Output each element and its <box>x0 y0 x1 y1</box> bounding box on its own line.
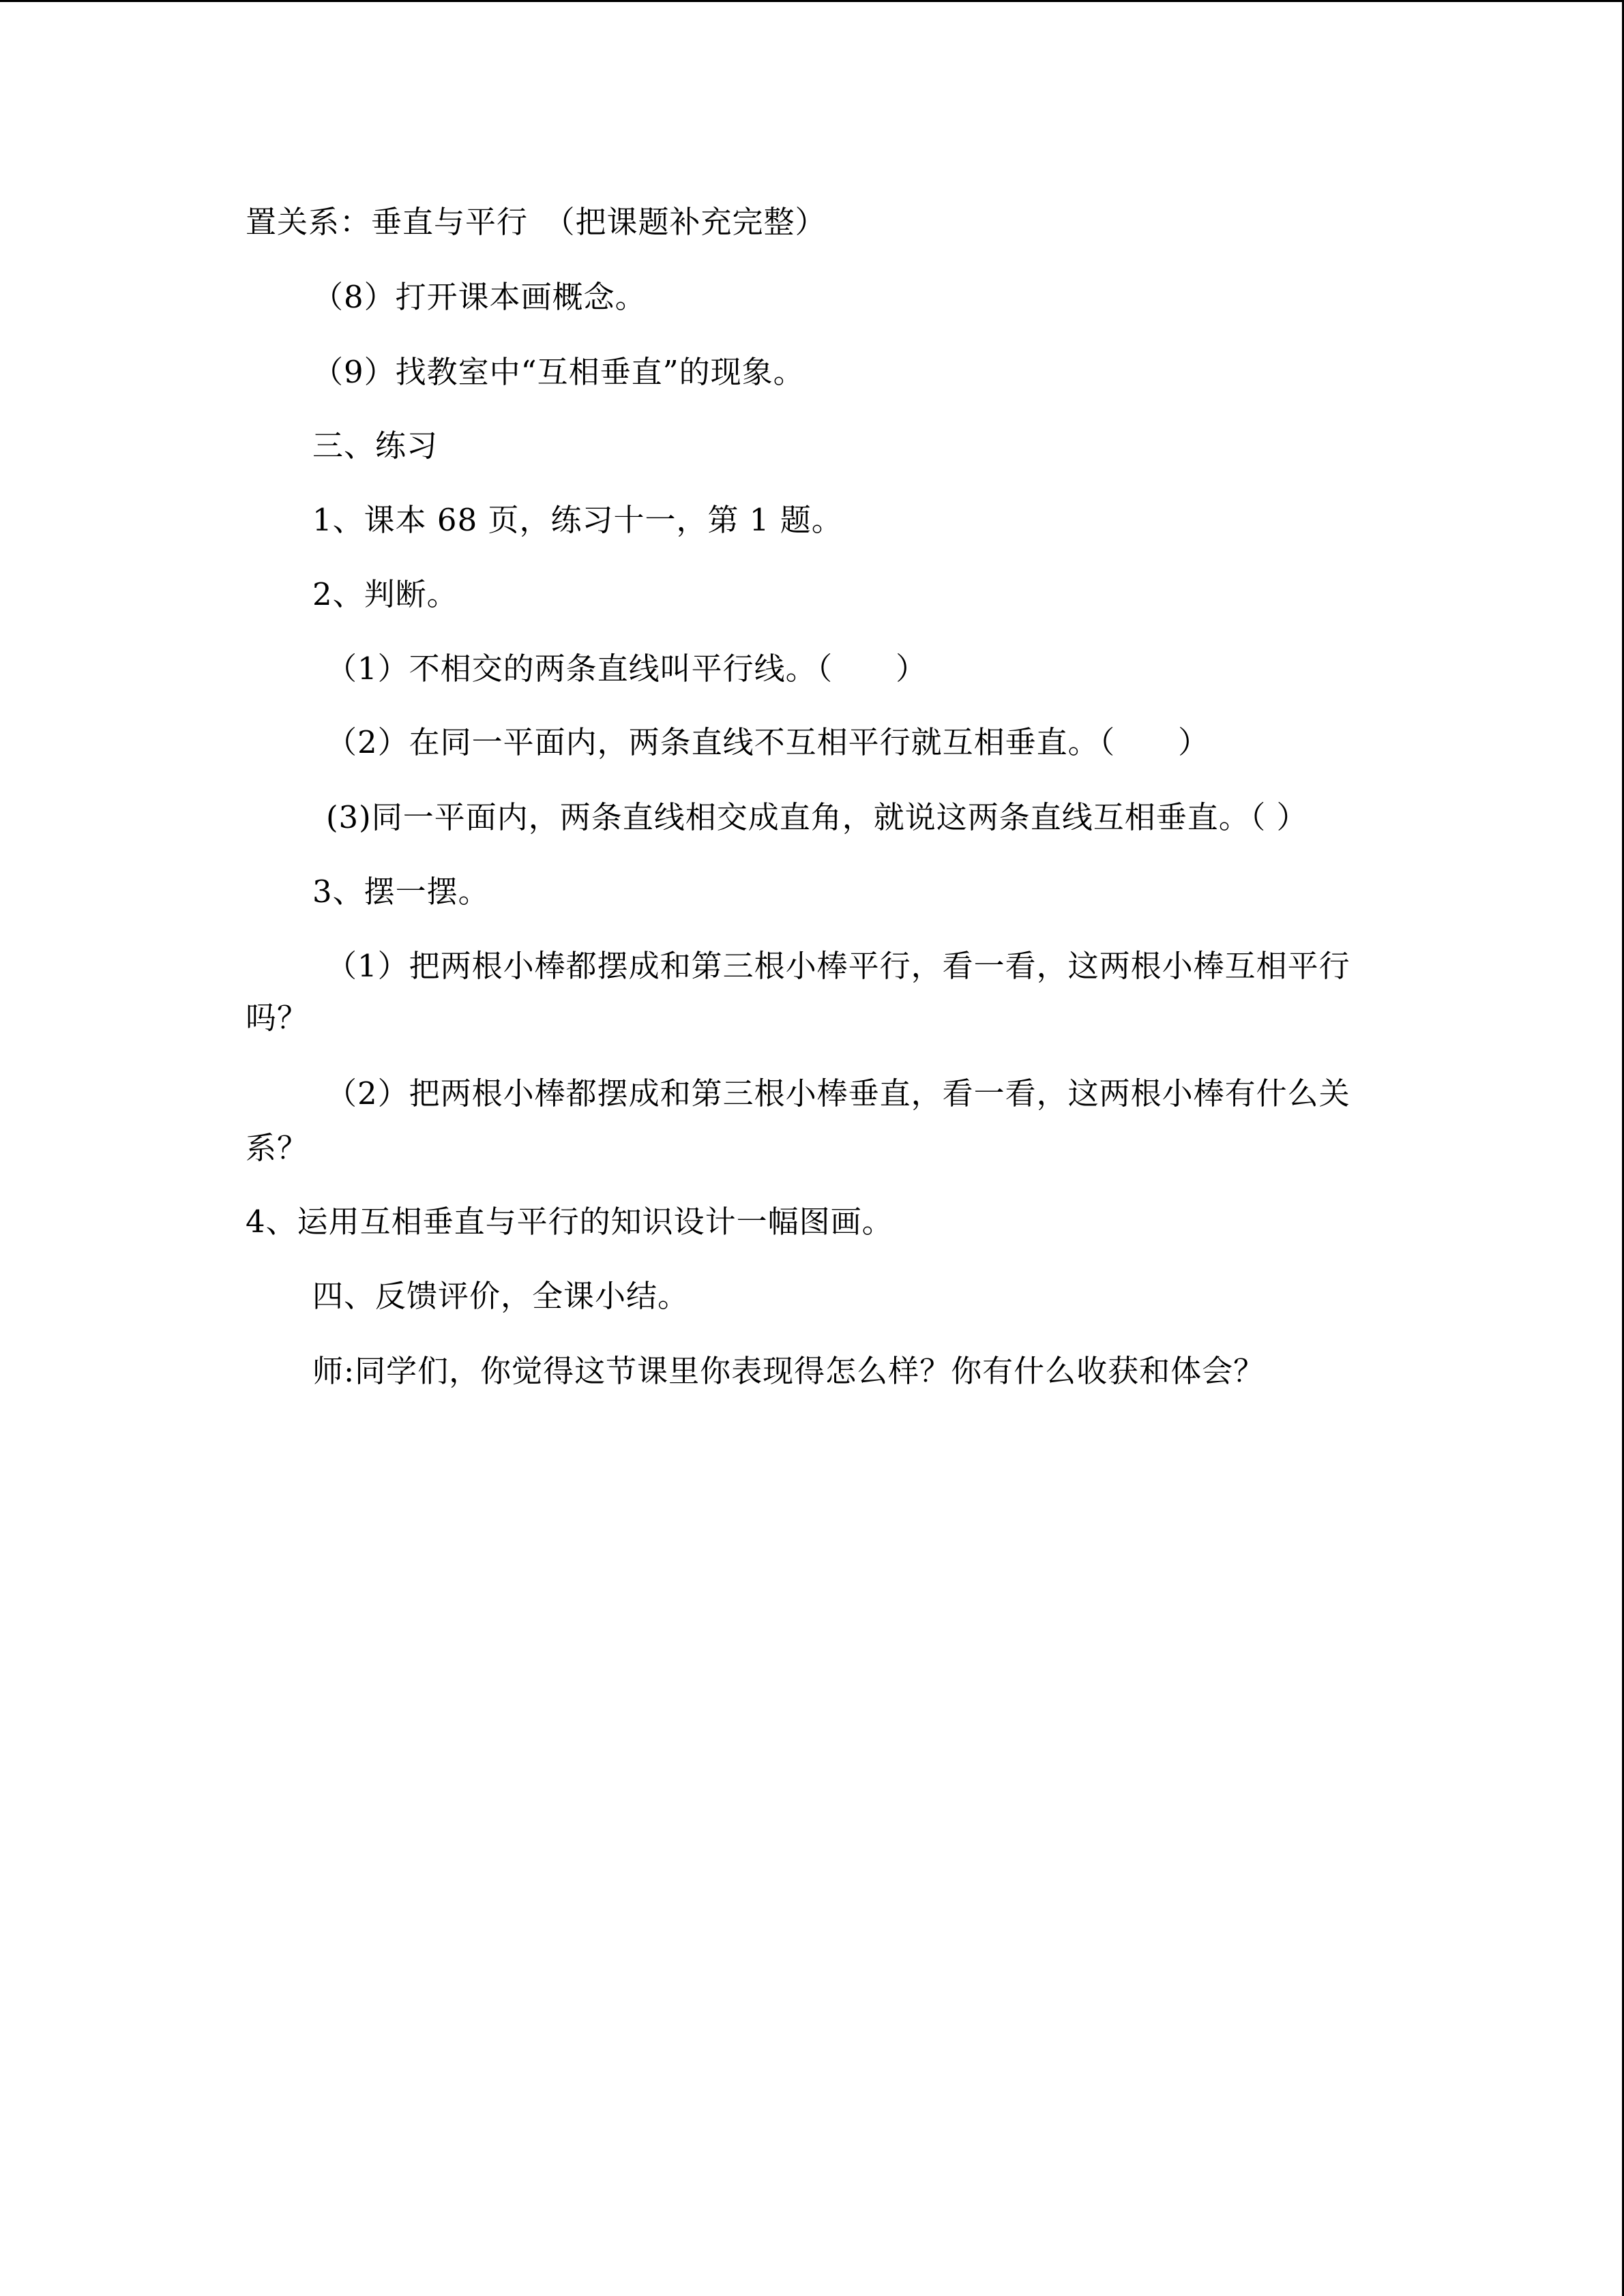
judge-item-3: (3)同一平面内，两条直线相交成直角，就说这两条直线互相垂直。（ ） <box>326 799 1308 835</box>
arrange-item-2: （2）把两根小棒都摆成和第三根小棒垂直，看一看，这两根小棒有什么关 <box>326 1075 1350 1112</box>
arrange-item-2-continued: 系？ <box>246 1130 309 1166</box>
exercise-2: 2、判断。 <box>312 576 458 612</box>
text-line-topic: 置关系：垂直与平行 （把课题补充完整） <box>246 204 827 240</box>
page-border-top <box>0 0 1624 2</box>
section-heading-summary: 四、反馈评价，全课小结。 <box>312 1278 690 1314</box>
text-line-step-9: （9）找教室中“互相垂直”的现象。 <box>312 354 805 390</box>
section-heading-practice: 三、练习 <box>312 428 439 464</box>
arrange-item-1-continued: 吗？ <box>246 1000 309 1036</box>
judge-item-1: （1）不相交的两条直线叫平行线。（ ） <box>326 651 928 687</box>
exercise-3: 3、摆一摆。 <box>312 874 490 910</box>
arrange-item-1: （1）把两根小棒都摆成和第三根小棒平行，看一看，这两根小棒互相平行 <box>326 948 1350 984</box>
teacher-remark: 师:同学们，你觉得这节课里你表现得怎么样？你有什么收获和体会？ <box>312 1353 1265 1389</box>
judge-item-2: （2）在同一平面内，两条直线不互相平行就互相垂直。（ ） <box>326 724 1210 760</box>
exercise-1: 1、课本 68 页，练习十一，第 1 题。 <box>312 502 843 538</box>
exercise-4: 4、运用互相垂直与平行的知识设计一幅图画。 <box>246 1204 894 1240</box>
text-line-step-8: （8）打开课本画概念。 <box>312 279 647 315</box>
